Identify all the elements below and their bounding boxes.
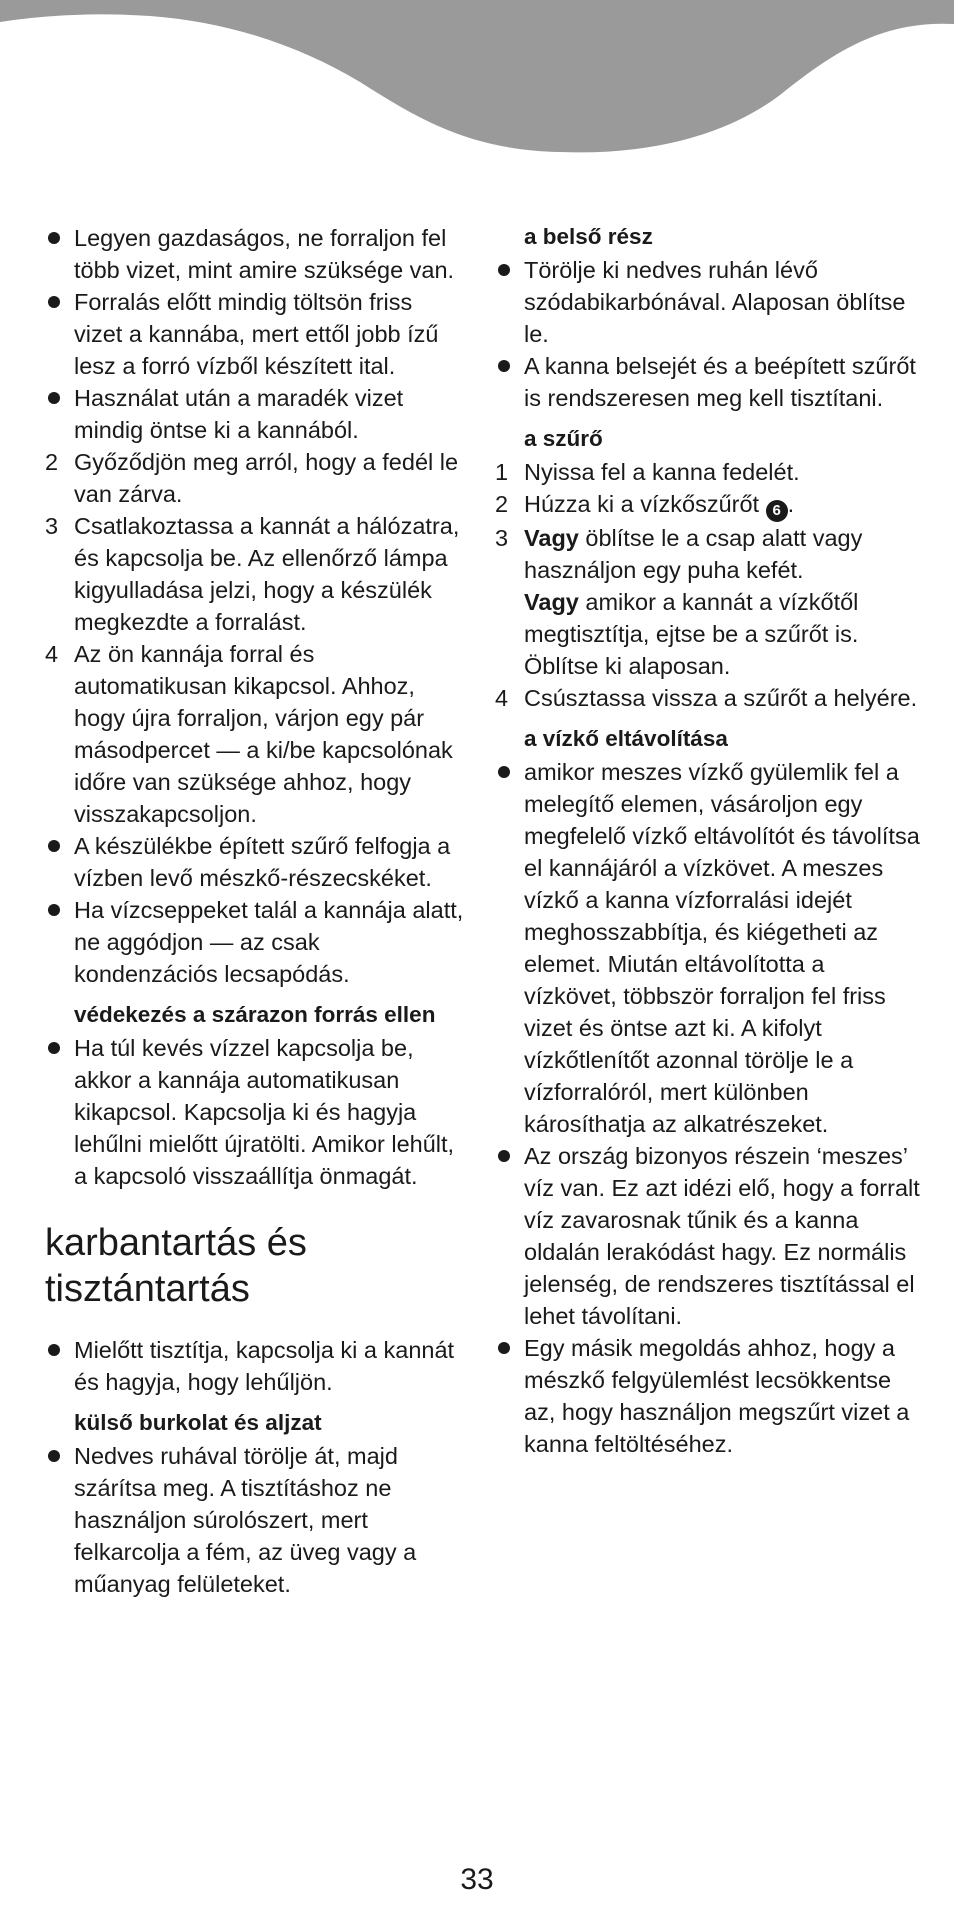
list-item: Egy másik megoldás ahhoz, hogy a mészkő felgyülemlést lecsökkentse az, hogy használjon megszűrt vizet a kanna feltöltéséhez. [495,1332,920,1460]
numbered-step: 2 Húzza ki a vízkőszűrőt 6 . [495,488,920,522]
list-item: amikor meszes vízkő gyülemlik fel a melegítő elemen, vásároljon egy megfelelő vízkő eltávolítót és távolítsa el kannájáról a vízkövet. A meszes vízkő a kanna vízforralási idejét meghosszabbítja, és kiégetheti az elemet. Miután eltávolította a vízkövet, többször forraljon fel friss vizet és öntse azt ki. A kifolyt vízkőtlenítőt azonnal törölje le a vízforralóról, mert különben károsíthatja az alkatrészeket. [495,756,920,1140]
right-column [495,222,920,1460]
left-column [45,222,465,1600]
list-item: Használat után a maradék vizet mindig öntse ki a kannából. [45,382,465,446]
bullet [498,1150,510,1162]
page-number: 33 [460,1863,494,1896]
list-item: A kanna belsejét és a beépített szűrőt is rendszeresen meg kell tisztítani. [495,350,920,414]
bullet [48,232,60,244]
numbered-step: 4 Az ön kannája forral és automatikusan kikapcsol. Ahhoz, hogy újra forraljon, várjon egy pár másodpercet — a ki/be kapcsolónak időre van szüksége ahhoz, hogy visszakapcsoljon. [45,638,465,830]
figure-reference-badge: 6 [766,500,788,522]
exterior-heading: külső burkolat és aljzat [74,1410,322,1435]
filter-heading: a szűrő [524,426,603,451]
list-item: Ha vízcseppeket talál a kannája alatt, ne aggódjon — az csak kondenzációs lecsapódás. [45,894,465,990]
list-item: Ha túl kevés vízzel kapcsolja be, akkor a kannája automatikusan kikapcsol. Kapcsolja ki és hagyja lehűlni mielőtt újratölti. Amikor lehűlt, a kapcsoló visszaállítja önmagát. [45,1032,465,1192]
section-title: karbantartás és tisztántartás [45,1222,307,1310]
list-item: Legyen gazdaságos, ne forraljon fel több vizet, mint amire szüksége van. [45,222,465,286]
interior-heading: a belső rész [524,224,653,249]
numbered-step: 3 Vagy öblítse le a csap alatt vagy használjon egy puha kefét. Vagy amikor a kannát a vízkőtől megtisztítja, ejtse be a szűrőt is. Öblítse ki alaposan. [495,522,920,682]
list-item: Forralás előtt mindig töltsön friss vizet a kannába, mert ettől jobb ízű lesz a forró vízből készített ital. [45,286,465,382]
bullet [48,904,60,916]
dry-boil-heading: védekezés a szárazon forrás ellen [74,1002,436,1027]
bullet [48,392,60,404]
numbered-step: 1 Nyissa fel a kanna fedelét. [495,456,920,488]
header-wave-decoration [0,0,954,160]
list-item: Nedves ruhával törölje át, majd szárítsa meg. A tisztításhoz ne használjon súrolószert, mert felkarcolja a fém, az üveg vagy a műanyag felületeket. [45,1440,465,1600]
bullet [498,264,510,276]
bullet [498,1342,510,1354]
bullet [48,1450,60,1462]
step-number: 2 [495,491,509,517]
list-item: Mielőtt tisztítja, kapcsolja ki a kannát és hagyja, hogy lehűljön. [45,1334,465,1398]
descale-heading: a vízkő eltávolítása [524,726,728,751]
numbered-step: 3 Csatlakoztassa a kannát a hálózatra, és kapcsolja be. Az ellenőrző lámpa kigyulladása jelzi, hogy a készülék megkezdte a forralást. [45,510,465,638]
step-number: 4 [495,685,509,711]
step-number: 3 [495,525,509,551]
list-item: Az ország bizonyos részein ‘meszes’ víz van. Ez azt idézi elő, hogy a forralt víz zavarosnak tűnik és a kanna oldalán lerakódást hagy. Ez normális jelenség, de rendszeres tisztítással el lehet távolítani. [495,1140,920,1332]
step-number: 4 [45,641,59,667]
numbered-step: 2 Győződjön meg arról, hogy a fedél le van zárva. [45,446,465,510]
bullet [48,1042,60,1054]
bullet [498,360,510,372]
step-number: 1 [495,459,509,485]
bullet [498,766,510,778]
step-number: 3 [45,513,59,539]
list-item: A készülékbe épített szűrő felfogja a vízben levő mészkő-részecskéket. [45,830,465,894]
bullet [48,296,60,308]
numbered-step: 4 Csúsztassa vissza a szűrőt a helyére. [495,682,920,714]
bullet [48,1344,60,1356]
list-item: Törölje ki nedves ruhán lévő szódabikarbónával. Alaposan öblítse le. [495,254,920,350]
bullet [48,840,60,852]
step-number: 2 [45,449,59,475]
